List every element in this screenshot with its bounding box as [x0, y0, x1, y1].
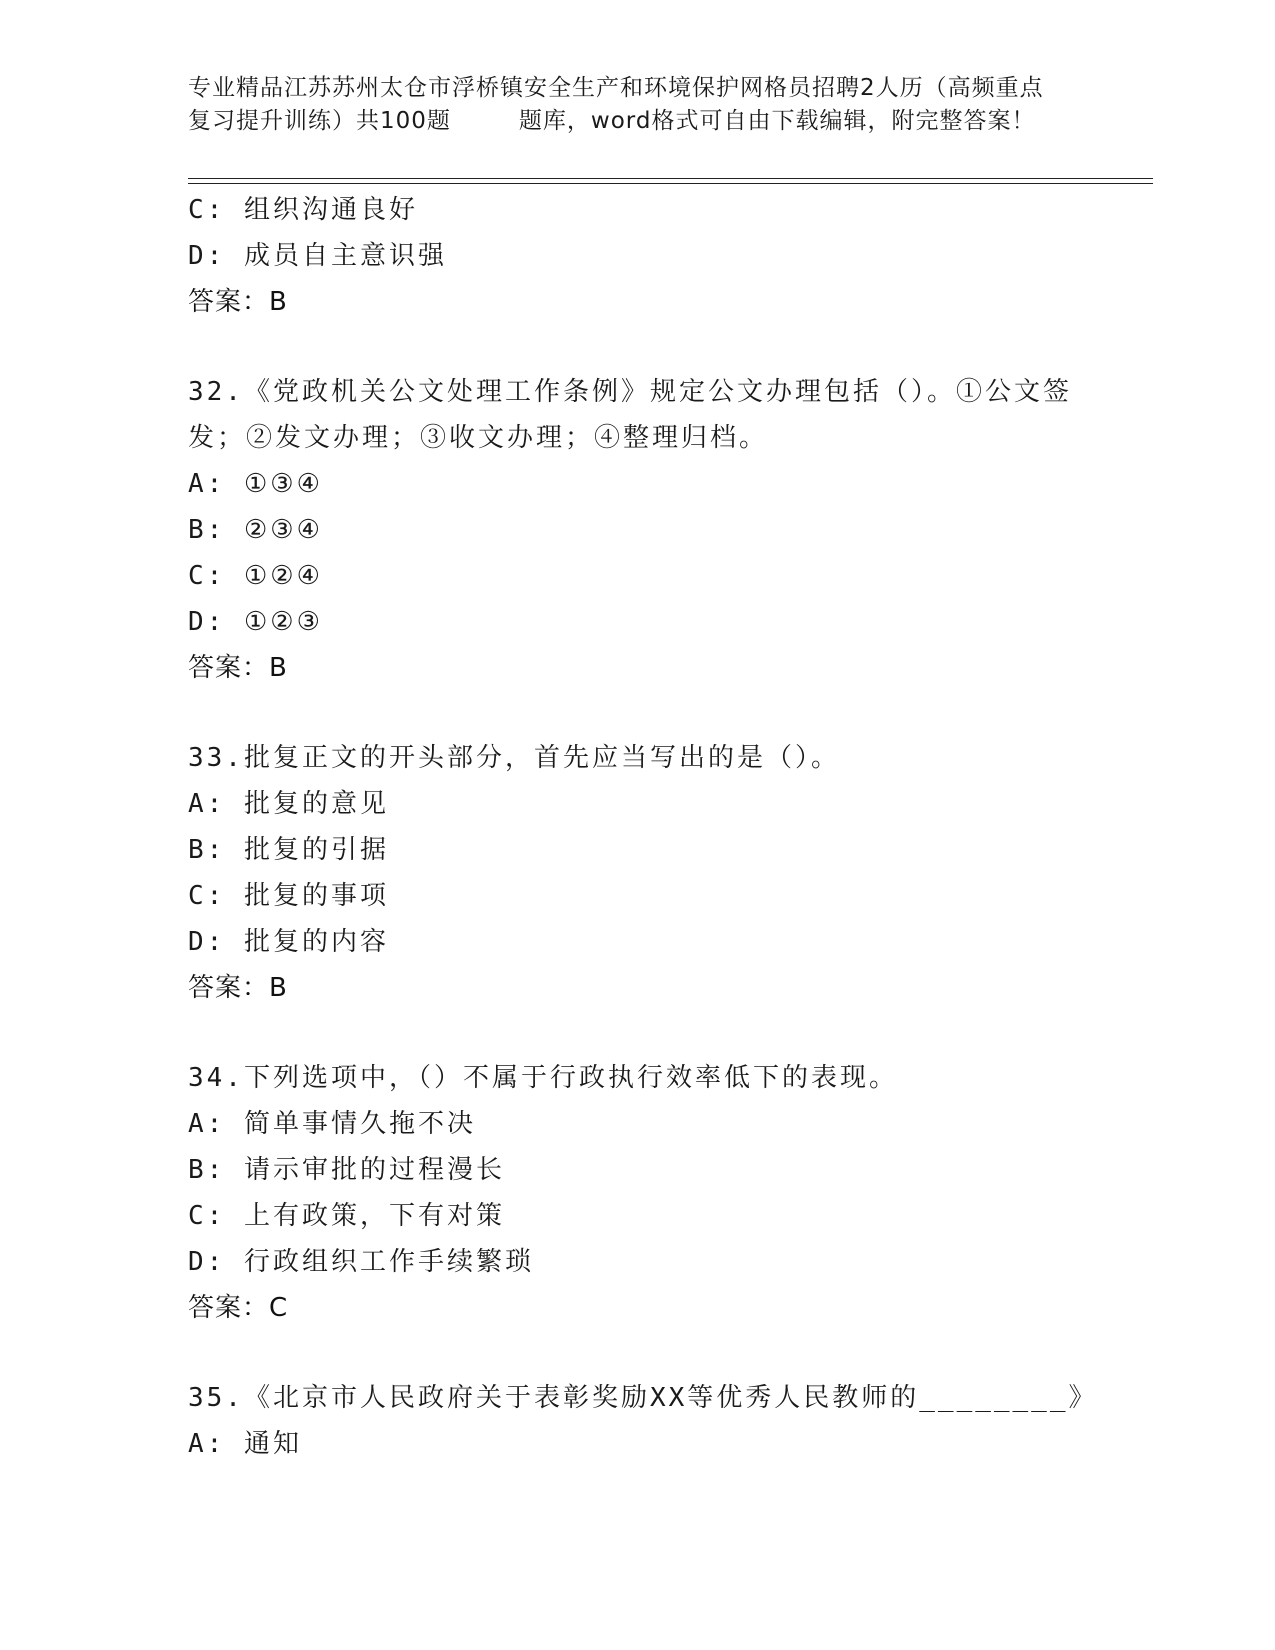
question-spacer [188, 1331, 1108, 1375]
question-33 [188, 735, 1108, 1011]
option-d: D: 行政组织工作手续繁琐 [188, 1247, 534, 1277]
option-b: B: 批复的引据 [188, 835, 389, 865]
answer-line: 答案：B [188, 287, 288, 317]
header-title-line1: 专业精品江苏苏州太仓市浮桥镇安全生产和环境保护网格员招聘2人历（高频重点 [188, 75, 1044, 101]
question-31-continued [188, 187, 1108, 325]
header-title-line2-right: 题库，word格式可自由下载编辑，附完整答案！ [518, 108, 1036, 134]
question-34 [188, 1055, 1108, 1331]
answer-line: 答案：B [188, 973, 288, 1003]
question-stem: 33.批复正文的开头部分，首先应当写出的是（）。 [188, 743, 840, 773]
option-c: C: 组织沟通良好 [188, 195, 418, 225]
question-32 [188, 369, 1108, 691]
header-title-line2-left: 复习提升训练）共100题 [188, 108, 451, 134]
question-spacer [188, 691, 1108, 735]
answer-line: 答案：C [188, 1293, 289, 1323]
option-a: A: 通知 [188, 1429, 302, 1459]
question-35 [188, 1375, 1108, 1467]
option-d: D: 批复的内容 [188, 927, 389, 957]
question-stem: 34.下列选项中，（）不属于行政执行效率低下的表现。 [188, 1063, 898, 1093]
question-spacer [188, 325, 1108, 369]
option-d: D: 成员自主意识强 [188, 241, 447, 271]
question-stem: 32.《党政机关公文处理工作条例》规定公文办理包括（）。①公文签 [188, 377, 1072, 407]
option-c: C: ①②④ [188, 561, 323, 591]
option-c: C: 批复的事项 [188, 881, 389, 911]
question-list [188, 187, 1108, 1467]
header-divider-top [188, 178, 1153, 179]
option-c: C: 上有政策，下有对策 [188, 1201, 505, 1231]
header-title-line2 [188, 105, 1088, 138]
document-header [188, 72, 1088, 138]
option-a: A: 批复的意见 [188, 789, 389, 819]
question-stem: 35.《北京市人民政府关于表彰奖励XX等优秀人民教师的________》 [188, 1383, 1098, 1413]
answer-line: 答案：B [188, 653, 288, 683]
question-spacer [188, 1011, 1108, 1055]
header-divider-bottom [188, 183, 1153, 184]
option-b: B: 请示审批的过程漫长 [188, 1155, 505, 1185]
option-a: A: ①③④ [188, 469, 323, 499]
option-b: B: ②③④ [188, 515, 323, 545]
option-a: A: 简单事情久拖不决 [188, 1109, 476, 1139]
option-d: D: ①②③ [188, 607, 323, 637]
question-stem-continued: 发；②发文办理；③收文办理；④整理归档。 [188, 423, 769, 453]
